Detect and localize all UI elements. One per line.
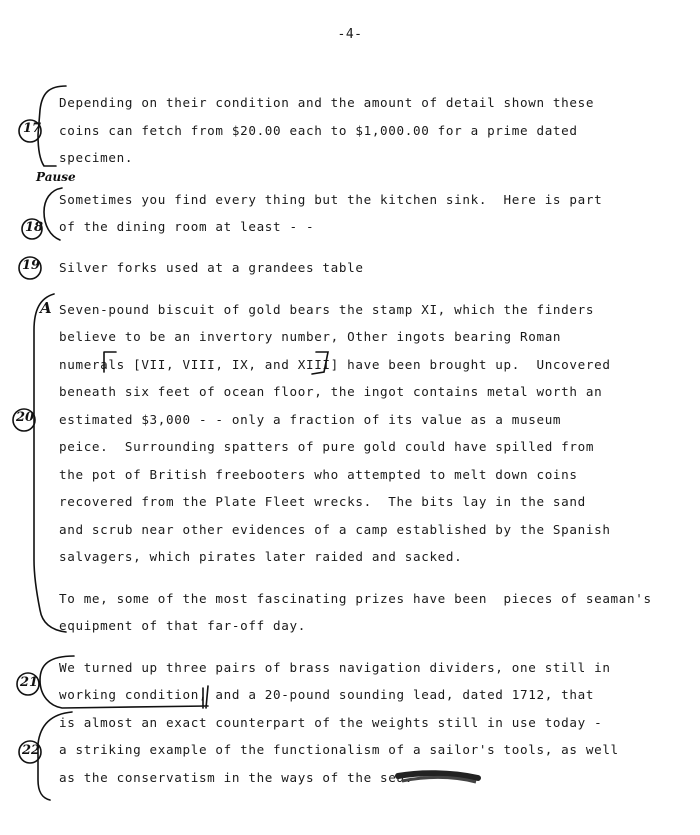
text-line: equipment of that far-off day. [59, 618, 306, 633]
text-line: specimen. [59, 150, 134, 165]
text-line: salvagers, which pirates later raided and sacked. [59, 549, 463, 564]
text-line: To me, some of the most fascinating prizes have been pieces of seaman's [59, 591, 652, 606]
text-line: working condition, and a 20-pound sounding lead, dated 1712, that [59, 687, 595, 702]
annotation-22: 22 [22, 743, 41, 758]
annotation-20: 20 [16, 410, 35, 425]
text-line: estimated $3,000 - - only a fraction of its value as a museum [59, 412, 562, 427]
annotation-17: 17 [23, 121, 42, 136]
annotation-18: 18 [25, 220, 44, 235]
annotation-21: 21 [20, 675, 39, 690]
annotation-pause: Pause [36, 170, 76, 184]
text-line: numerals [VII, VIII, IX, and XIII] have been brought up. Uncovered [59, 357, 611, 372]
page-number: -4- [337, 27, 363, 42]
text-line: recovered from the Plate Fleet wrecks. The bits lay in the sand [59, 494, 586, 509]
text-line: the pot of British freebooters who attempted to melt down coins [59, 467, 578, 482]
annotation-a: A [40, 299, 52, 317]
text-line: Sometimes you find every thing but the kitchen sink. Here is part [59, 192, 603, 207]
text-line: is almost an exact counterpart of the weights still in use today - [59, 715, 603, 730]
text-line: believe to be an invertory number, Other ingots bearing Roman [59, 329, 562, 344]
text-line: Depending on their condition and the amount of detail shown these [59, 95, 595, 110]
text-line: beneath six feet of ocean floor, the ingot contains metal worth an [59, 384, 603, 399]
text-line: Seven-pound biscuit of gold bears the stamp XI, which the finders [59, 302, 595, 317]
text-line: coins can fetch from $20.00 each to $1,000.00 for a prime dated [59, 123, 578, 138]
text-line: of the dining room at least - - [59, 219, 315, 234]
text-line: We turned up three pairs of brass navigation dividers, one still in [59, 660, 611, 675]
annotation-19: 19 [22, 258, 41, 273]
text-line: Silver forks used at a grandees table [59, 260, 364, 275]
text-line: as the conservatism in the ways of the sea. [59, 770, 413, 785]
text-line: peice. Surrounding spatters of pure gold could have spilled from [59, 439, 595, 454]
text-line: a striking example of the functionalism of a sailor's tools, as well [59, 742, 619, 757]
text-line: and scrub near other evidences of a camp established by the Spanish [59, 522, 611, 537]
